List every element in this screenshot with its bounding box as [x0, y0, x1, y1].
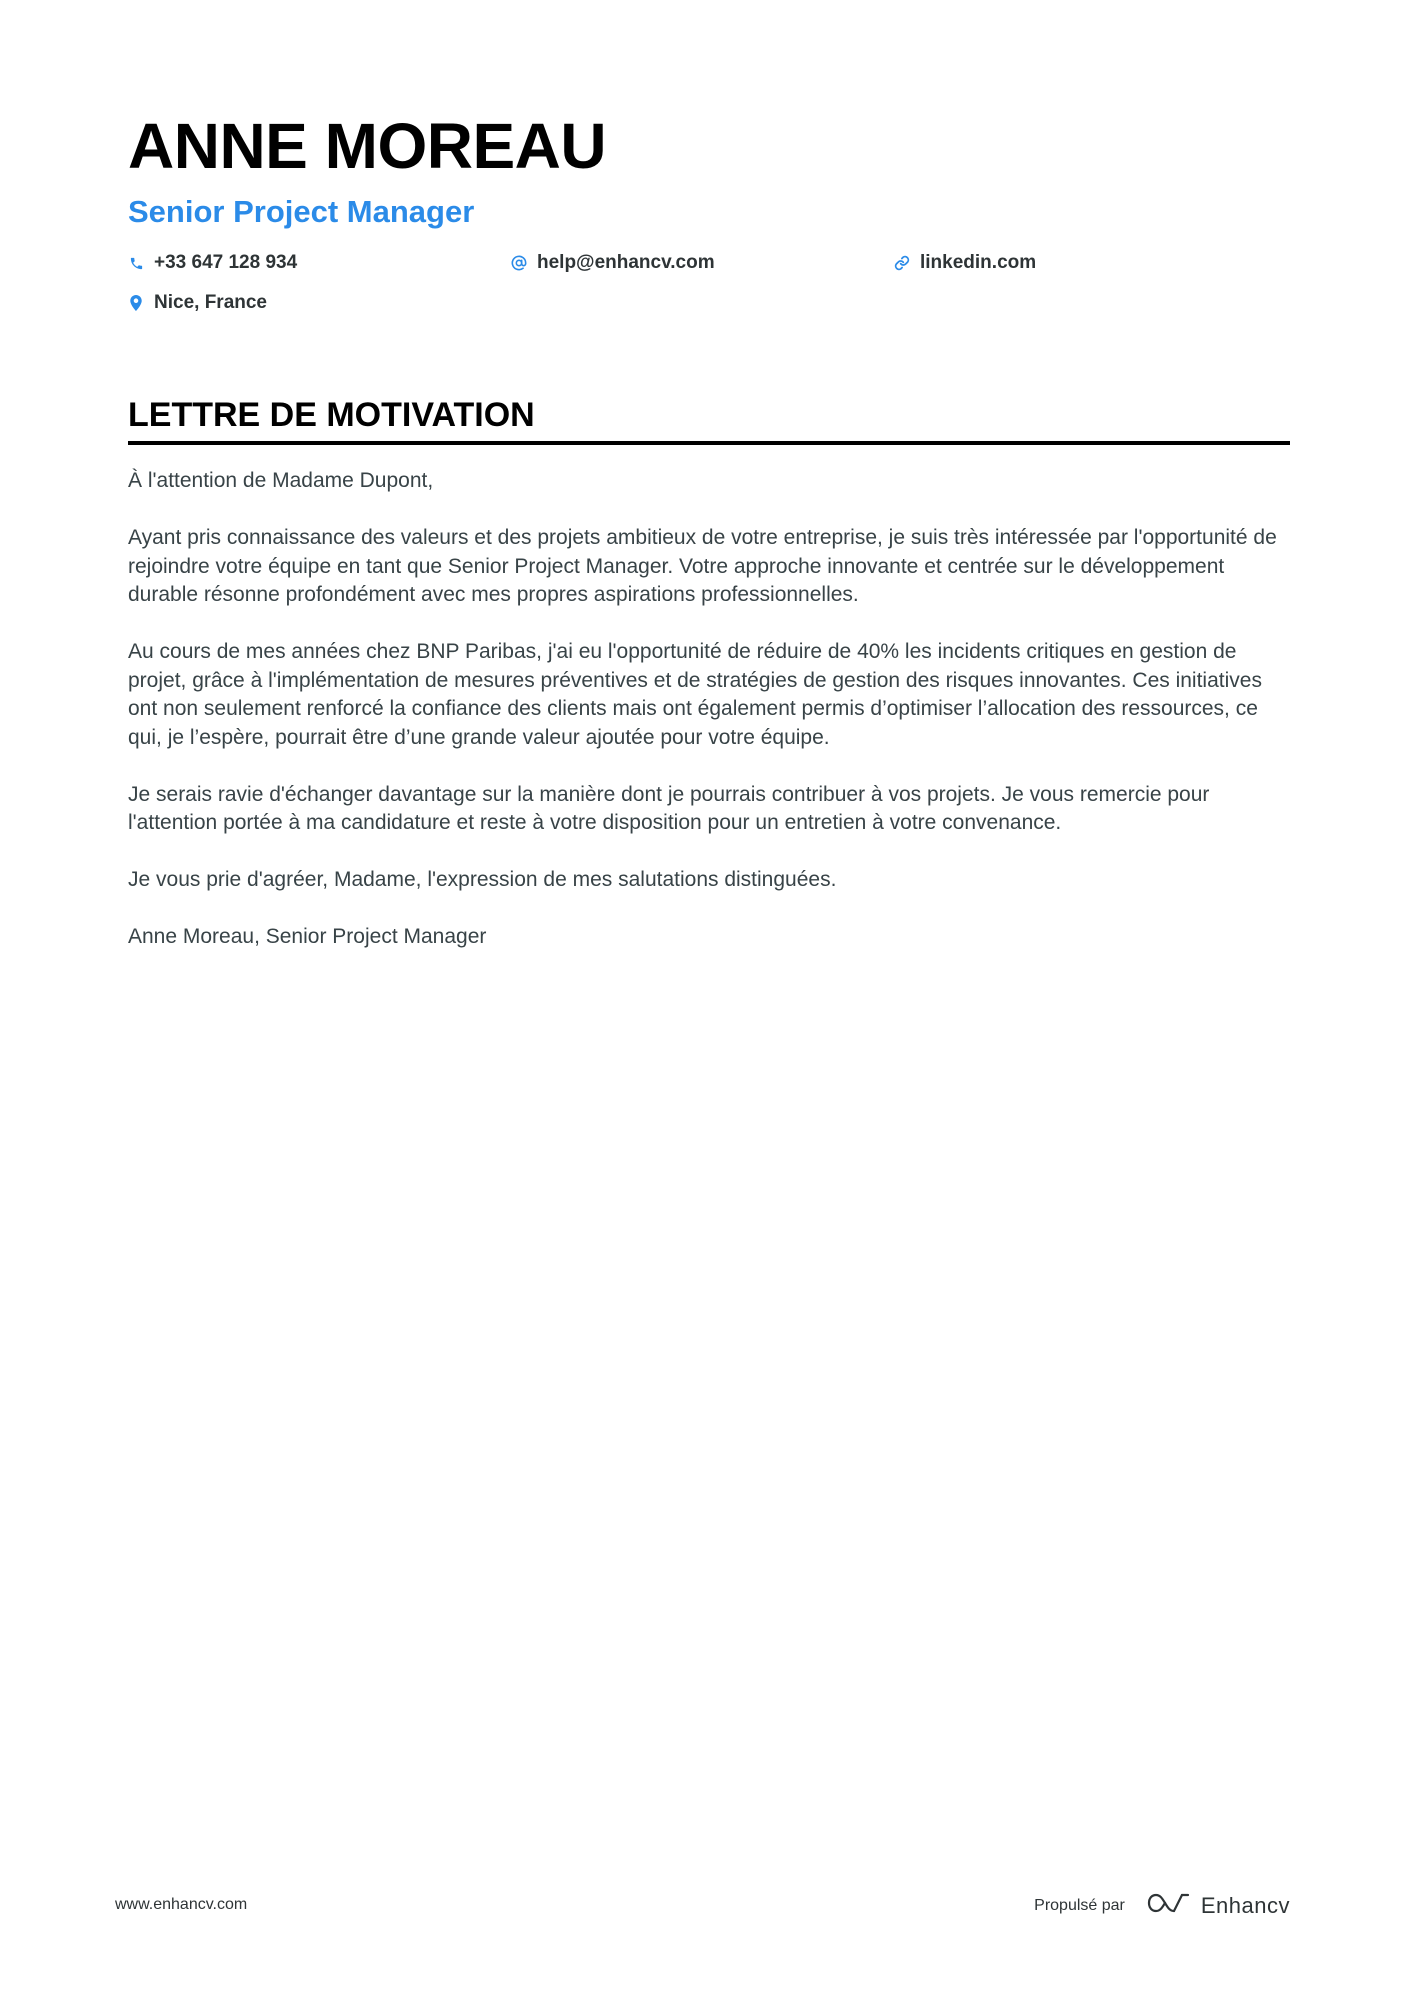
- enhancv-logo-icon: [1145, 1890, 1191, 1921]
- contact-location: [128, 290, 267, 316]
- letter-signature: Anne Moreau, Senior Project Manager: [128, 925, 487, 948]
- footer-website[interactable]: www.enhancv.com: [115, 1896, 248, 1913]
- linkedin-value[interactable]: linkedin.com: [920, 252, 1037, 273]
- email-value[interactable]: help@enhancv.com: [537, 252, 715, 273]
- contact-phone: [128, 250, 297, 276]
- letter-paragraph: Je serais ravie d'échanger davantage sur la manière dont je pourrais contribuer à vos projets. Je vous remercie pour l'attention portée à ma candidature et reste à votre disposition pour un entretien à votre convenance.: [128, 782, 1210, 834]
- link-icon: [894, 255, 910, 271]
- letter-closing: Je vous prie d'agréer, Madame, l'expression de mes salutations distinguées.: [128, 868, 837, 891]
- contact-info: [128, 250, 1288, 322]
- brand-name: Enhancv: [1200, 1892, 1290, 1918]
- contact-link: [894, 250, 1036, 276]
- cover-letter-section: [128, 393, 1290, 980]
- footer-branding: [1034, 1890, 1290, 1921]
- phone-icon: [128, 255, 144, 271]
- job-title: Senior Project Manager: [128, 194, 475, 229]
- letter-greeting: À l'attention de Madame Dupont,: [128, 469, 434, 492]
- powered-by-label: Propulsé par: [1034, 1896, 1125, 1914]
- candidate-name: ANNE MOREAU: [128, 110, 607, 182]
- header: [128, 110, 1288, 322]
- letter-paragraph: Ayant pris connaissance des valeurs et des projets ambitieux de votre entreprise, je suis très intéressée par l'opportunité de rejoindre votre équipe en tant que Senior Project Manager. Votre approche innovante et centrée sur le développement durable résonne profondément avec mes propres aspirations professionnelles.: [128, 526, 1277, 606]
- brand-logo[interactable]: [1145, 1890, 1290, 1921]
- letter-body: [128, 467, 1290, 952]
- letter-paragraph: Au cours de mes années chez BNP Paribas, j'ai eu l'opportunité de réduire de 40% les incidents critiques en gestion de projet, grâce à l'implémentation de mesures préventives et de stratégies de gestion des risques innovantes. Ces initiatives ont non seulement renforcé la confiance des clients mais ont également permis d’optimiser l’allocation des ressources, ce qui, je l’espère, pourrait être d’une grande valeur ajoutée pour votre équipe.: [128, 640, 1262, 749]
- contact-email: [511, 250, 715, 276]
- map-pin-icon: [128, 295, 144, 311]
- phone-value: +33 647 128 934: [154, 252, 298, 273]
- at-sign-icon: [511, 255, 527, 271]
- section-title: LETTRE DE MOTIVATION: [128, 393, 1290, 445]
- location-value: Nice, France: [154, 292, 267, 313]
